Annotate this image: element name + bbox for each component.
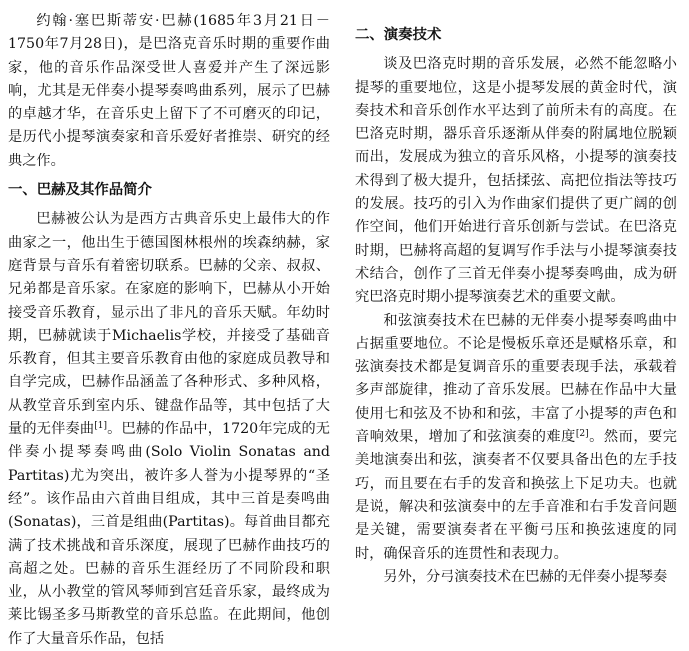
section1-text-part1: 巴赫被公认为是西方古典音乐史上最伟大的作曲家之一，他出生于德国图林根州的埃森纳赫，家庭背景与音乐有着密切联系。巴赫的父亲、叔叔、兄弟都是音乐家。在家庭的影响下，巴赫从小开始接受音乐教育，显示出了非凡的音乐天赋。年幼时期，巴赫就读于Michaelis学校，并接受了基础音乐教育，但其主要音乐教育由他的家庭成员教导和自学完成，巴赫作品涵盖了各种形式、多种风格，从教堂音乐到室内乐、键盘作品等，其中包括了大量的无伴奏曲 [8,211,330,438]
section2-paragraph-2 [355,310,677,566]
intro-paragraph: 约翰·塞巴斯蒂安·巴赫(1685年3月21日－1750年7月28日)，是巴洛克音乐时期的重要作曲家，他的音乐作品深受世人喜爱并产生了深远影响，尤其是无伴奏小提琴奏鸣曲系列，展示了巴赫的卓越才华，在音乐史上留下了不可磨灭的印记，是历代小提琴演奏家和音乐爱好者推崇、研究的经典之作。 [8,13,330,169]
section2-paragraph-3: 另外，分弓演奏技术在巴赫的无伴奏小提琴奏 [383,568,668,585]
citation-2: [2] [575,429,589,440]
section1-paragraph [8,208,330,651]
section1-text-part2: 。巴赫的作品中，1720年完成的无伴奏小提琴奏鸣曲(Solo Violin Sonatas and Partitas)尤为突出，被许多人誉为小提琴界的“圣经”。该作品由六首曲目组成，其中三首是奏鸣曲(Sonatas)，三首是组曲(Partitas)。每首曲目都充满了技术挑战和音乐深度，展现了巴赫作曲技巧的高超之处。巴赫的音乐生涯经历了不同阶段和职业，从小教堂的管风琴师到宫廷音乐家，最终成为莱比锡圣多马斯教堂的音乐总监。在此期间，他创作了大量音乐作品，包括 [8,421,330,647]
left-column [8,10,330,651]
section1-heading: 一、巴赫及其作品简介 [8,182,152,199]
right-column [355,10,677,589]
section2-para2-part1: 和弦演奏技术在巴赫的无伴奏小提琴奏鸣曲中占据重要地位。不论是慢板乐章还是赋格乐章，和弦演奏技术都是复调音乐的重要表现手法，承载着多声部旋律，推动了音乐发展。巴赫在作品中大量使用七和弦及不协和和弦，丰富了小提琴的声色和音响效果，增加了和弦演奏的难度 [355,312,677,446]
section2-paragraph-1: 谈及巴洛克时期的音乐发展，必然不能忽略小提琴的重要地位，这是小提琴发展的黄金时代，演奏技术和音乐创作水平达到了前所未有的高度。在巴洛克时期，器乐音乐逐渐从伴奏的附属地位脱颖而出，发展成为独立的音乐风格，小提琴的演奏技术得到了极大提升，包括揉弦、高把位指法等技巧的发展。技巧的引入为作曲家们提供了更广阔的创作空间，他们开始进行音乐创新与尝试。在巴洛克时期，巴赫将高超的复调写作手法与小提琴演奏技术结合，创作了三首无伴奏小提琴奏鸣曲，成为研究巴洛克时期小提琴演奏艺术的重要文献。 [355,56,677,306]
section2-para2-part2: 。然而，要完美地演奏出和弦，演奏者不仅要具备出色的左手技巧，而且要在右手的发音和换弦上下足功夫。也就是说，解决和弦演奏中的左手音准和右手发音问题是关键，需要演奏者在平衡弓压和换弦速度的同时，确保音乐的连贯性和表现力。 [355,429,677,562]
citation-1: [1] [94,421,107,432]
section2-heading: 二、演奏技术 [355,27,442,43]
